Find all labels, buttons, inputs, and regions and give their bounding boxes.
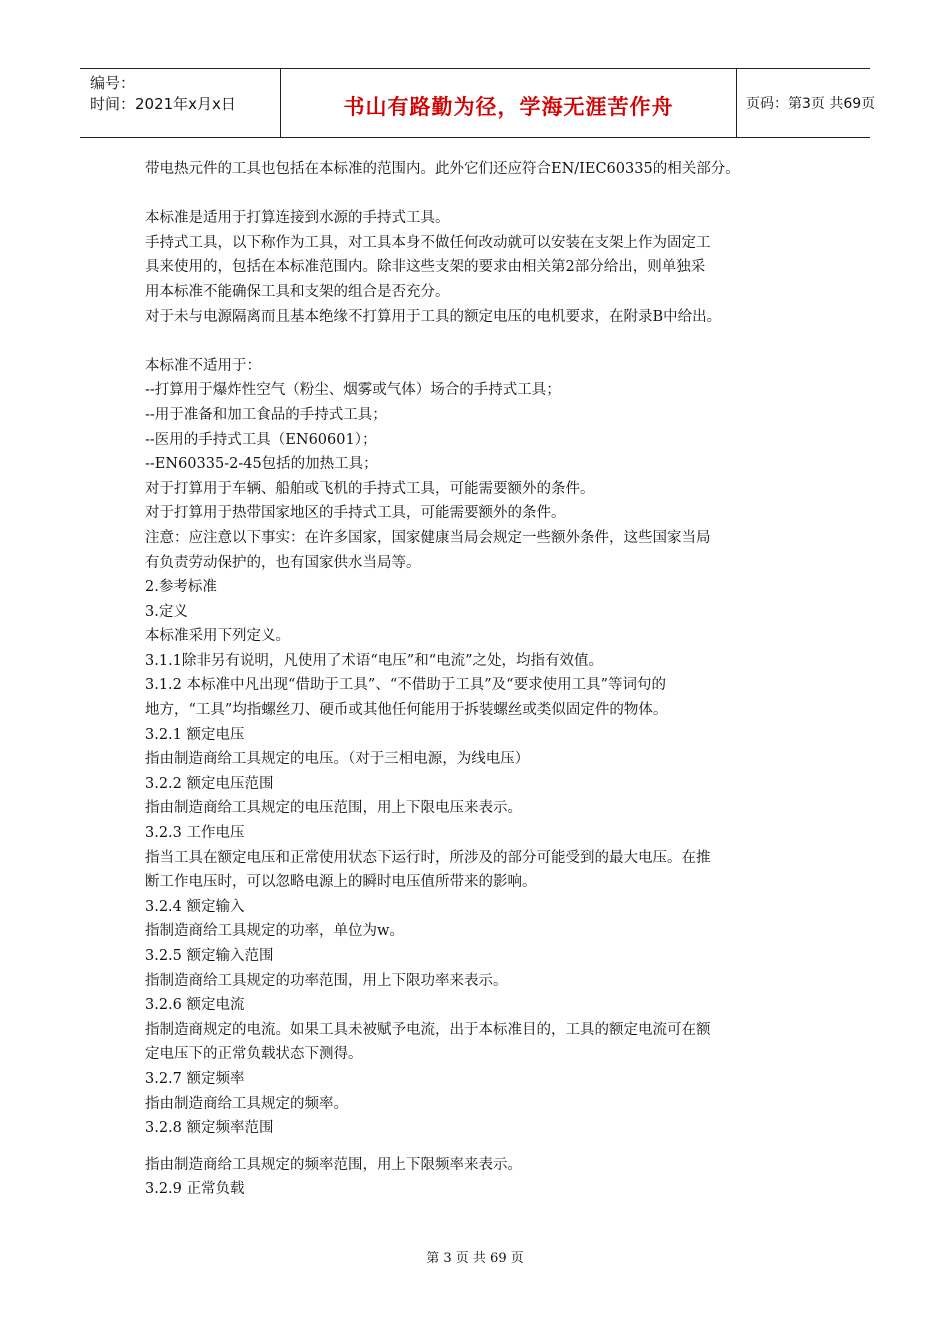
header-motto: 书山有路勤为径，学海无涯苦作舟 [343, 95, 674, 119]
body-line: 指由制造商给工具规定的电压。（对于三相电源，为线电压） [145, 751, 530, 768]
body-line: 3.2.3 工作电压 [145, 825, 245, 842]
body-line: --用于准备和加工食品的手持式工具； [145, 406, 387, 423]
document-body [145, 157, 815, 1202]
body-line: 本标准采用下列定义。 [145, 628, 290, 645]
body-line: 对于未与电源隔离而且基本绝缘不打算用于工具的额定电压的电机要求，在附录B中给出。 [145, 308, 722, 325]
document-number-label: 编号： [90, 74, 136, 92]
body-line: 指由制造商给工具规定的频率。 [145, 1095, 348, 1112]
paragraph-spacer [145, 182, 815, 207]
body-line: 有负责劳动保护的，也有国家供水当局等。 [145, 554, 421, 571]
body-line: 3.2.4 额定输入 [145, 898, 245, 915]
body-line: 本标准不适用于： [145, 357, 261, 374]
header-meta [80, 69, 280, 137]
body-line: 3.2.1 额定电压 [145, 726, 245, 743]
paragraph-spacer [145, 1141, 815, 1153]
body-line: 用本标准不能确保工具和支架的组合是否充分。 [145, 283, 450, 300]
body-line: 指当工具在额定电压和正常使用状态下运行时，所涉及的部分可能受到的最大电压。在推 [145, 849, 711, 866]
body-line: 3.2.6 额定电流 [145, 997, 245, 1014]
body-line: 3.定义 [145, 603, 188, 620]
body-line: --打算用于爆炸性空气（粉尘、烟雾或气体）场合的手持式工具； [145, 382, 561, 399]
body-line: 对于打算用于热带国家地区的手持式工具，可能需要额外的条件。 [145, 505, 566, 522]
body-line: --医用的手持式工具（EN60601）； [145, 431, 377, 448]
body-line: 断工作电压时，可以忽略电源上的瞬时电压值所带来的影响。 [145, 874, 537, 891]
header-motto-cell [280, 69, 737, 137]
body-line: 3.2.2 额定电压范围 [145, 775, 274, 792]
body-line: 具来使用的，包括在本标准范围内。除非这些支架的要求由相关第2部分给出，则单独采 [145, 259, 706, 276]
body-line: 3.2.8 额定频率范围 [145, 1120, 274, 1137]
body-line: 指制造商给工具规定的功率范围，用上下限功率来表示。 [145, 972, 508, 989]
body-line: 指由制造商给工具规定的电压范围，用上下限电压来表示。 [145, 800, 522, 817]
document-date: 时间：2021年x月x日 [90, 95, 236, 113]
body-line: 注意：应注意以下事实：在许多国家，国家健康当局会规定一些额外条件，这些国家当局 [145, 529, 711, 546]
header-page-info: 页码：第3页 共69页 [746, 96, 876, 112]
paragraph-spacer [145, 329, 815, 354]
body-line: 2.参考标准 [145, 579, 217, 596]
body-line: 手持式工具，以下称作为工具，对工具本身不做任何改动就可以安装在支架上作为固定工 [145, 234, 711, 251]
body-line: 本标准是适用于打算连接到水源的手持式工具。 [145, 210, 450, 227]
body-line: 带电热元件的工具也包括在本标准的范围内。此外它们还应符合EN/IEC60335的相关部分。 [145, 161, 740, 177]
body-line: 定电压下的正常负载状态下测得。 [145, 1046, 363, 1063]
body-line: 指制造商给工具规定的功率，单位为w。 [145, 923, 404, 940]
header-page-cell [736, 69, 876, 137]
body-line: 地方，“工具”均指螺丝刀、硬币或其他任何能用于拆装螺丝或类似固定件的物体。 [145, 702, 668, 719]
body-line: 3.2.7 额定频率 [145, 1070, 245, 1087]
body-line: 对于打算用于车辆、船舶或飞机的手持式工具，可能需要额外的条件。 [145, 480, 595, 497]
body-line: 3.2.5 额定输入范围 [145, 948, 274, 964]
body-line: 指制造商规定的电流。如果工具未被赋予电流，出于本标准目的，工具的额定电流可在额 [145, 1021, 711, 1038]
body-line: 3.1.1除非另有说明，凡使用了术语“电压”和“电流”之处，均指有效值。 [145, 652, 604, 669]
body-line: --EN60335-2-45包括的加热工具； [145, 456, 378, 473]
body-line: 指由制造商给工具规定的频率范围，用上下限频率来表示。 [145, 1156, 522, 1173]
page-footer: 第 3 页 共 69 页 [426, 1251, 524, 1266]
body-line: 3.1.2 本标准中凡出现“借助于工具”、“不借助于工具”及“要求使用工具”等词句的 [145, 677, 666, 694]
page-header [80, 68, 876, 138]
body-line: 3.2.9 正常负载 [145, 1181, 245, 1198]
